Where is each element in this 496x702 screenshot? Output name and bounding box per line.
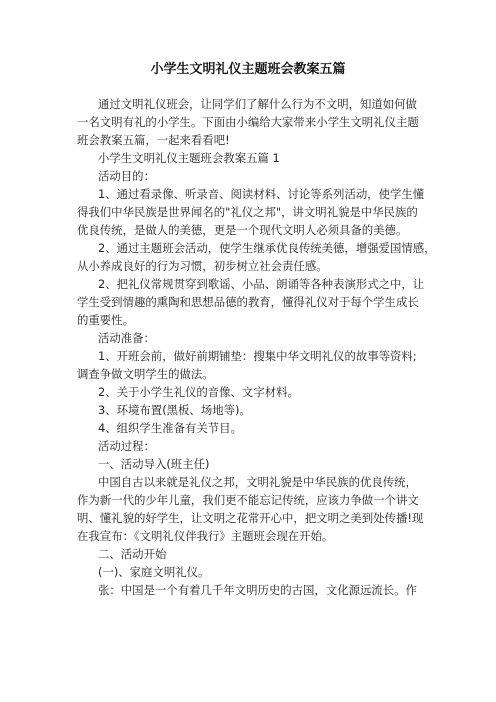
paragraph-line: 的重要性。 (77, 313, 134, 327)
section-heading: 活动准备： (98, 331, 155, 345)
section-heading: 一、活动导入(班主任) (98, 457, 210, 471)
paragraph-line: 1、开班会前，做好前期铺垫：搜集中华文明礼仪的故事等资料; (98, 349, 417, 363)
paragraph-line: 班会教案五篇，一起来看看吧! (77, 133, 230, 147)
section-heading: 小学生文明礼仪主题班会教案五篇 1 (98, 151, 280, 165)
paragraph-line: 2、关于小学生礼仪的音像、文字材料。 (98, 385, 299, 399)
paragraph-line: 作为新一代的少年儿童，我们更不能忘记传统，应该力争做一个讲文 (77, 493, 419, 507)
section-heading: 活动目的： (98, 169, 155, 183)
paragraph-line: 1、通过看录像、听录音、阅读材料、讨论等系列活动，使学生懂 (98, 187, 425, 201)
paragraph-line: 调查争做文明学生的做法。 (77, 367, 214, 381)
paragraph-line: 3、环境布置(黑板、场地等)。 (98, 403, 251, 417)
paragraph-line: 得我们中华民族是世界闻名的"礼仪之邦"，讲文明礼貌是中华民族的 (77, 205, 418, 219)
section-heading: (一)、家庭文明礼仪。 (98, 565, 210, 579)
paragraph-line: 在我宣布：《文明礼仪伴我行》主题班会现在开始。 (77, 529, 334, 543)
paragraph-line: 通过文明礼仪班会，让同学们了解什么行为不文明，知道如何做 (98, 97, 417, 111)
paragraph-line: 明、懂礼貌的好学生，让文明之花常开心中，把文明之美到处传播!现 (77, 511, 424, 525)
paragraph-line: 学生受到情趣的熏陶和思想品德的教育，懂得礼仪对于每个学生成长 (77, 295, 419, 309)
paragraph-line: 4、组织学生准备有关节目。 (98, 421, 242, 435)
paragraph-line: 从小养成良好的行为习惯，初步树立社会责任感。 (77, 259, 328, 273)
section-heading: 活动过程： (98, 439, 155, 453)
document-title: 小学生文明礼仪主题班会教案五篇 (150, 62, 346, 77)
section-heading: 二、活动开始 (98, 547, 167, 561)
paragraph-line: 2、通过主题班会活动，使学生继承优良传统美德，增强爱国情感， (98, 241, 436, 255)
paragraph-line: 优良传统，是做人的美德，更是一个现代文明人必须具备的美德。 (77, 223, 408, 237)
paragraph-line: 2、把礼仪常规贯穿到歌谣、小品、朗诵等各种表演形式之中，让 (98, 277, 425, 291)
paragraph-line: 张：中国是一个有着几千年文明历史的古国，文化源远流长。作 (98, 583, 417, 597)
paragraph-line: 中国自古以来就是礼仪之邦，文明礼貌是中华民族的优良传统， (98, 475, 417, 489)
paragraph-line: 一名文明有礼的小学生。下面由小编给大家带来小学生文明礼仪主题 (77, 115, 419, 129)
